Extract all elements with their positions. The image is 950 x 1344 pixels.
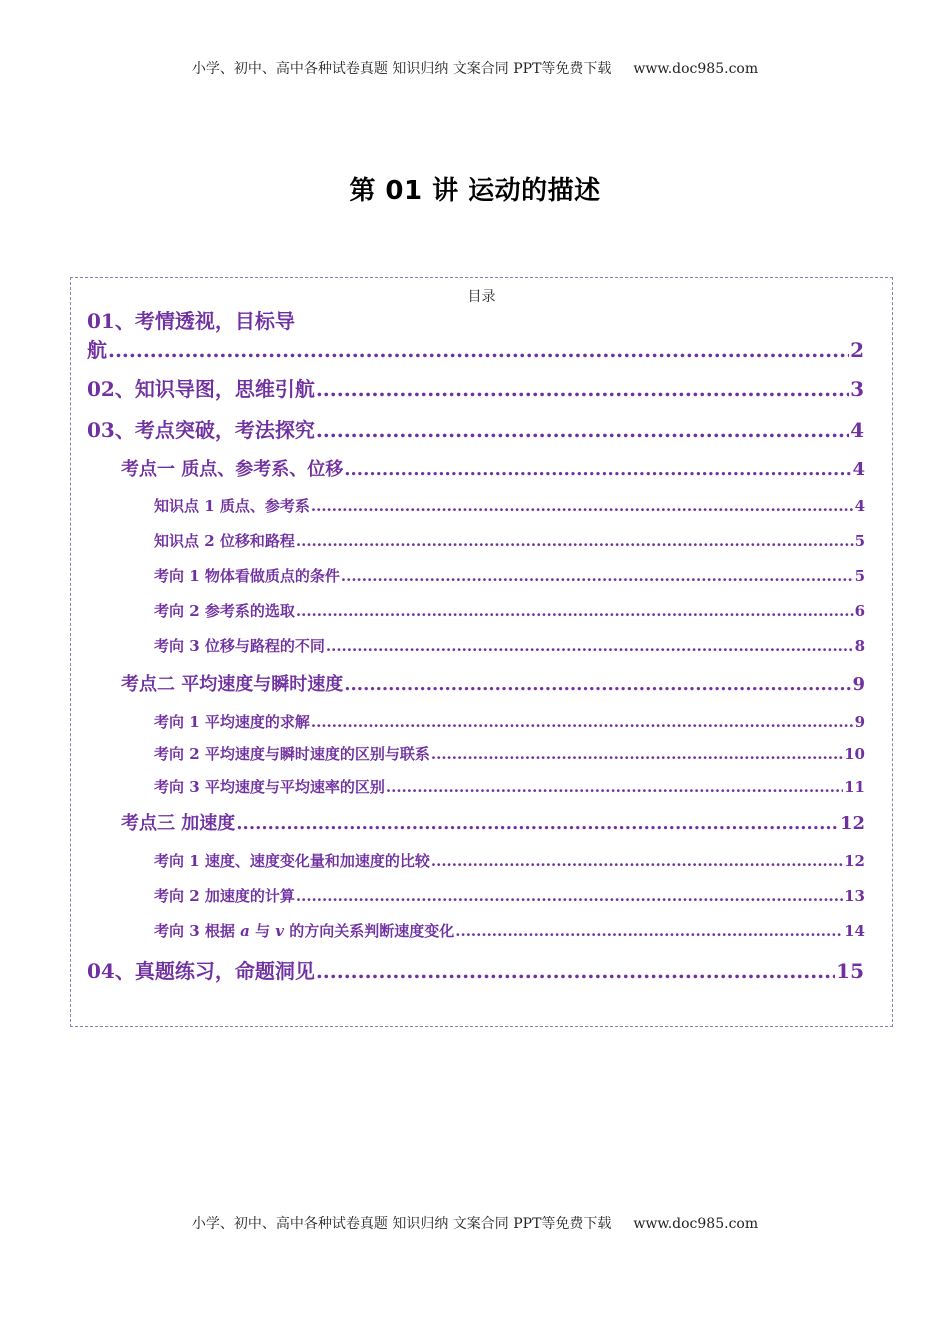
toc-page-number: 5	[854, 567, 865, 585]
document-title: 第 01 讲 运动的描述	[349, 176, 601, 206]
toc-page-number: 4	[854, 497, 865, 515]
toc-page-number: 9	[852, 674, 865, 695]
toc-page-number: 13	[844, 887, 865, 905]
footer-banner-text: 小学、初中、高中各种试卷真题 知识归纳 文案合同 PPT等免费下载	[191, 1216, 612, 1232]
toc-entry-zhishidian-2[interactable]: 知识点 2 位移和路程 ..... 5	[154, 530, 865, 551]
toc-page-number: 3	[850, 377, 864, 401]
toc-entry-kaodian-3[interactable]: 考点三 加速度 ..... 12	[121, 809, 865, 835]
toc-entry-kaoxiang-3-3[interactable]: 考向 3 根据 a 与 v 的方向关系判断速度变化 ..... 14	[154, 920, 865, 941]
toc-entry-04[interactable]: 04、真题练习，命题洞见 ..... 15	[87, 955, 864, 984]
toc-entry-01[interactable]: 航 ..... 2	[87, 334, 864, 363]
toc-page-number: 15	[836, 959, 864, 983]
footer-banner-url[interactable]: www.doc985.com	[633, 1216, 759, 1232]
toc-page-number: 10	[844, 745, 865, 763]
toc-page-number: 4	[852, 459, 865, 480]
toc-entry-kaoxiang-2-1[interactable]: 考向 1 平均速度的求解 ..... 9	[154, 711, 865, 732]
toc-page-number: 6	[854, 602, 865, 620]
toc-entry-kaoxiang-3-2[interactable]: 考向 2 加速度的计算 ..... 13	[154, 885, 865, 906]
toc-heading: 目录	[467, 289, 496, 305]
footer-banner	[0, 1213, 950, 1233]
toc-entry-kaoxiang-1-1[interactable]: 考向 1 物体看做质点的条件 ..... 5	[154, 565, 865, 586]
toc-page-number: 14	[844, 922, 865, 940]
toc-page-number: 12	[839, 813, 865, 834]
toc-entry-kaodian-2[interactable]: 考点二 平均速度与瞬时速度 ..... 9	[121, 670, 865, 696]
toc-entry-kaoxiang-3-1[interactable]: 考向 1 速度、速度变化量和加速度的比较 ..... 12	[154, 850, 865, 871]
variable-a: a	[240, 922, 250, 940]
toc-page-number: 9	[854, 713, 865, 731]
toc-page-number: 2	[850, 338, 864, 362]
header-banner	[0, 58, 950, 78]
toc-page-number: 11	[844, 778, 865, 796]
header-banner-text: 小学、初中、高中各种试卷真题 知识归纳 文案合同 PPT等免费下载	[191, 61, 612, 77]
toc-entry-03[interactable]: 03、考点突破，考法探究 ..... 4	[87, 414, 864, 443]
toc-page-number: 12	[844, 852, 865, 870]
toc-entry-kaoxiang-2-2[interactable]: 考向 2 平均速度与瞬时速度的区别与联系 ..... 10	[154, 743, 865, 764]
toc-page-number: 5	[854, 532, 865, 550]
toc-entry-kaoxiang-2-3[interactable]: 考向 3 平均速度与平均速率的区别 ..... 11	[154, 776, 865, 797]
toc-entry-zhishidian-1[interactable]: 知识点 1 质点、参考系 ..... 4	[154, 495, 865, 516]
toc-entry-02[interactable]: 02、知识导图，思维引航 ..... 3	[87, 373, 864, 402]
toc-page-number: 4	[850, 418, 864, 442]
variable-v: v	[275, 922, 285, 940]
toc-entry-kaoxiang-1-2[interactable]: 考向 2 参考系的选取 ..... 6	[154, 600, 865, 621]
toc-entry-kaodian-1[interactable]: 考点一 质点、参考系、位移 ..... 4	[121, 455, 865, 481]
toc-entry-kaoxiang-1-3[interactable]: 考向 3 位移与路程的不同 ..... 8	[154, 635, 865, 656]
toc-entry-01-line1[interactable]: 01、考情透视，目标导	[87, 309, 295, 333]
header-banner-url[interactable]: www.doc985.com	[633, 61, 759, 77]
toc-page-number: 8	[854, 637, 865, 655]
table-of-contents	[70, 277, 893, 1027]
